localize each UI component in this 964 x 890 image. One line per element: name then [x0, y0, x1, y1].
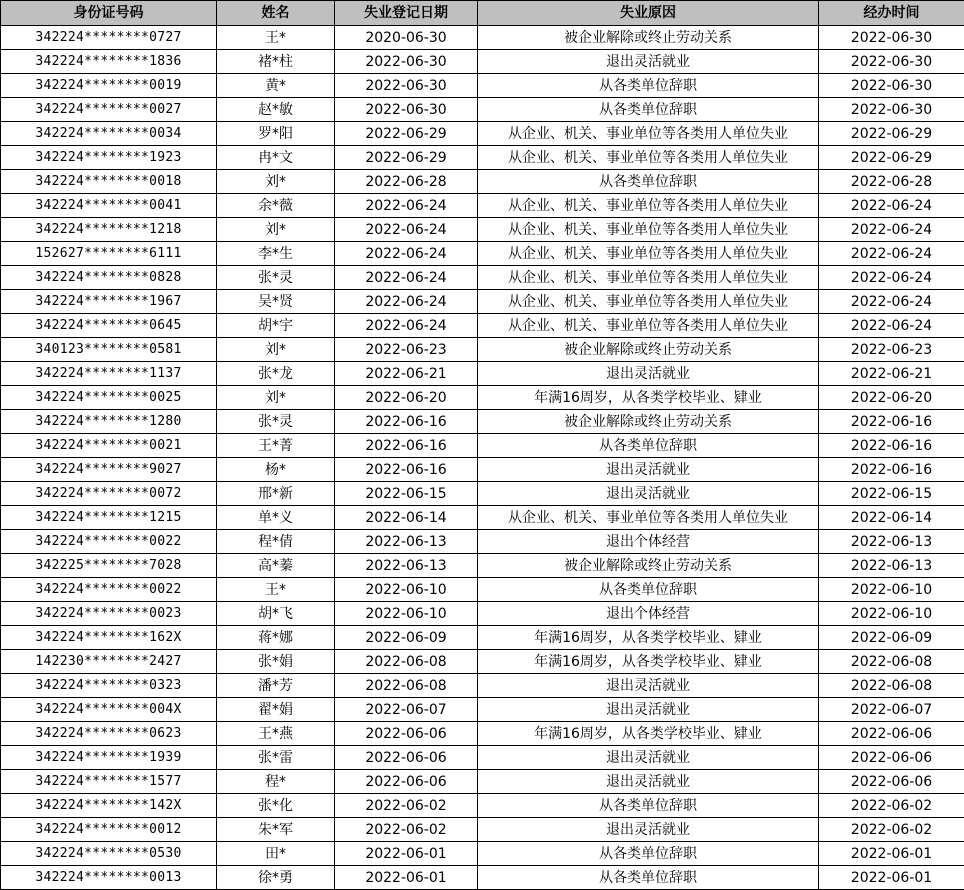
cell-unemployment-reason: 年满16周岁，从各类学校毕业、肄业 [478, 386, 819, 410]
cell-name: 黄* [217, 74, 335, 98]
cell-name: 潘*芳 [217, 674, 335, 698]
cell-handling-time: 2022-06-02 [819, 818, 964, 842]
cell-unemployment-reason: 退出灵活就业 [478, 770, 819, 794]
cell-name: 张*化 [217, 794, 335, 818]
table-row [1, 554, 964, 578]
cell-unemployment-reason: 退出灵活就业 [478, 698, 819, 722]
cell-handling-time: 2022-06-30 [819, 98, 964, 122]
table-row [1, 602, 964, 626]
cell-registration-date: 2022-06-30 [335, 50, 478, 74]
cell-name: 李*生 [217, 242, 335, 266]
cell-unemployment-reason: 退出灵活就业 [478, 818, 819, 842]
cell-name: 单*义 [217, 506, 335, 530]
cell-id-number: 152627********6111 [1, 242, 217, 266]
cell-handling-time: 2022-06-16 [819, 434, 964, 458]
cell-unemployment-reason: 被企业解除或终止劳动关系 [478, 410, 819, 434]
cell-unemployment-reason: 退出个体经营 [478, 602, 819, 626]
cell-registration-date: 2022-06-09 [335, 626, 478, 650]
table-row [1, 842, 964, 866]
cell-id-number: 342224********0019 [1, 74, 217, 98]
cell-name: 余*薇 [217, 194, 335, 218]
header-unemployment-reason: 失业原因 [478, 1, 819, 26]
cell-unemployment-reason: 被企业解除或终止劳动关系 [478, 26, 819, 50]
table-row [1, 194, 964, 218]
cell-handling-time: 2022-06-24 [819, 242, 964, 266]
table-row [1, 338, 964, 362]
table-row [1, 290, 964, 314]
cell-unemployment-reason: 从企业、机关、事业单位等各类用人单位失业 [478, 242, 819, 266]
cell-unemployment-reason: 退出灵活就业 [478, 458, 819, 482]
cell-id-number: 342224********0018 [1, 170, 217, 194]
cell-unemployment-reason: 从各类单位辞职 [478, 842, 819, 866]
cell-unemployment-reason: 从企业、机关、事业单位等各类用人单位失业 [478, 290, 819, 314]
cell-unemployment-reason: 从各类单位辞职 [478, 578, 819, 602]
cell-unemployment-reason: 退出个体经营 [478, 530, 819, 554]
cell-unemployment-reason: 从各类单位辞职 [478, 98, 819, 122]
cell-unemployment-reason: 从各类单位辞职 [478, 794, 819, 818]
cell-name: 褚*柱 [217, 50, 335, 74]
table-row [1, 746, 964, 770]
cell-id-number: 342224********0645 [1, 314, 217, 338]
cell-registration-date: 2022-06-13 [335, 530, 478, 554]
cell-unemployment-reason: 从企业、机关、事业单位等各类用人单位失业 [478, 194, 819, 218]
cell-id-number: 342224********1577 [1, 770, 217, 794]
cell-handling-time: 2022-06-06 [819, 770, 964, 794]
cell-unemployment-reason: 年满16周岁，从各类学校毕业、肄业 [478, 650, 819, 674]
cell-name: 王*燕 [217, 722, 335, 746]
cell-name: 徐*勇 [217, 866, 335, 890]
cell-handling-time: 2022-06-01 [819, 866, 964, 890]
cell-handling-time: 2022-06-28 [819, 170, 964, 194]
cell-registration-date: 2022-06-08 [335, 674, 478, 698]
cell-name: 王* [217, 578, 335, 602]
cell-registration-date: 2022-06-29 [335, 146, 478, 170]
cell-unemployment-reason: 从各类单位辞职 [478, 866, 819, 890]
cell-unemployment-reason: 年满16周岁，从各类学校毕业、肄业 [478, 626, 819, 650]
cell-registration-date: 2022-06-23 [335, 338, 478, 362]
cell-unemployment-reason: 退出灵活就业 [478, 362, 819, 386]
table-row [1, 794, 964, 818]
cell-handling-time: 2022-06-10 [819, 578, 964, 602]
cell-id-number: 342224********1939 [1, 746, 217, 770]
table-body [1, 26, 964, 890]
cell-id-number: 342224********0021 [1, 434, 217, 458]
table-row [1, 818, 964, 842]
cell-id-number: 342224********1137 [1, 362, 217, 386]
cell-registration-date: 2022-06-24 [335, 290, 478, 314]
cell-id-number: 342224********1215 [1, 506, 217, 530]
cell-id-number: 342224********004X [1, 698, 217, 722]
cell-name: 蒋*娜 [217, 626, 335, 650]
cell-registration-date: 2022-06-30 [335, 98, 478, 122]
cell-registration-date: 2022-06-08 [335, 650, 478, 674]
table-row [1, 434, 964, 458]
cell-name: 刘* [217, 218, 335, 242]
cell-name: 刘* [217, 170, 335, 194]
table-row [1, 266, 964, 290]
cell-id-number: 342224********0828 [1, 266, 217, 290]
cell-handling-time: 2022-06-24 [819, 314, 964, 338]
cell-id-number: 342224********0022 [1, 578, 217, 602]
cell-handling-time: 2022-06-24 [819, 266, 964, 290]
cell-name: 朱*军 [217, 818, 335, 842]
cell-name: 杨* [217, 458, 335, 482]
cell-unemployment-reason: 从各类单位辞职 [478, 434, 819, 458]
cell-handling-time: 2022-06-10 [819, 602, 964, 626]
cell-name: 程*倩 [217, 530, 335, 554]
cell-id-number: 342224********0323 [1, 674, 217, 698]
table-row [1, 362, 964, 386]
cell-registration-date: 2022-06-10 [335, 578, 478, 602]
cell-id-number: 340123********0581 [1, 338, 217, 362]
cell-id-number: 342225********7028 [1, 554, 217, 578]
header-row [1, 1, 964, 26]
cell-registration-date: 2022-06-13 [335, 554, 478, 578]
table-row [1, 218, 964, 242]
cell-id-number: 342224********1218 [1, 218, 217, 242]
table-row [1, 674, 964, 698]
cell-id-number: 342224********0025 [1, 386, 217, 410]
cell-name: 王* [217, 26, 335, 50]
cell-registration-date: 2022-06-16 [335, 434, 478, 458]
cell-id-number: 142230********2427 [1, 650, 217, 674]
cell-unemployment-reason: 退出灵活就业 [478, 674, 819, 698]
table-row [1, 98, 964, 122]
table-row [1, 170, 964, 194]
cell-name: 王*菁 [217, 434, 335, 458]
cell-name: 高*蓁 [217, 554, 335, 578]
cell-id-number: 342224********0034 [1, 122, 217, 146]
cell-registration-date: 2022-06-06 [335, 722, 478, 746]
cell-unemployment-reason: 从各类单位辞职 [478, 74, 819, 98]
cell-name: 张*龙 [217, 362, 335, 386]
cell-unemployment-reason: 退出灵活就业 [478, 482, 819, 506]
cell-handling-time: 2022-06-13 [819, 554, 964, 578]
table-row [1, 74, 964, 98]
cell-id-number: 342224********1280 [1, 410, 217, 434]
cell-handling-time: 2022-06-02 [819, 794, 964, 818]
table-row [1, 650, 964, 674]
table-row [1, 26, 964, 50]
cell-name: 张*娟 [217, 650, 335, 674]
cell-registration-date: 2020-06-30 [335, 26, 478, 50]
cell-name: 张*雷 [217, 746, 335, 770]
cell-name: 吴*贤 [217, 290, 335, 314]
cell-registration-date: 2022-06-16 [335, 410, 478, 434]
table-row [1, 530, 964, 554]
table-row [1, 770, 964, 794]
table-row [1, 578, 964, 602]
cell-name: 刘* [217, 338, 335, 362]
cell-handling-time: 2022-06-24 [819, 194, 964, 218]
cell-handling-time: 2022-06-16 [819, 458, 964, 482]
cell-id-number: 342224********0023 [1, 602, 217, 626]
cell-id-number: 342224********1967 [1, 290, 217, 314]
cell-id-number: 342224********162X [1, 626, 217, 650]
cell-handling-time: 2022-06-29 [819, 122, 964, 146]
cell-unemployment-reason: 从企业、机关、事业单位等各类用人单位失业 [478, 314, 819, 338]
cell-name: 冉*文 [217, 146, 335, 170]
cell-handling-time: 2022-06-30 [819, 50, 964, 74]
cell-name: 胡*飞 [217, 602, 335, 626]
table-row [1, 722, 964, 746]
cell-unemployment-reason: 退出灵活就业 [478, 50, 819, 74]
table-row [1, 698, 964, 722]
cell-name: 田* [217, 842, 335, 866]
cell-handling-time: 2022-06-09 [819, 626, 964, 650]
cell-unemployment-reason: 从各类单位辞职 [478, 170, 819, 194]
cell-registration-date: 2022-06-01 [335, 866, 478, 890]
cell-registration-date: 2022-06-02 [335, 794, 478, 818]
cell-registration-date: 2022-06-24 [335, 218, 478, 242]
cell-unemployment-reason: 被企业解除或终止劳动关系 [478, 554, 819, 578]
table-row [1, 242, 964, 266]
cell-id-number: 342224********1836 [1, 50, 217, 74]
cell-handling-time: 2022-06-23 [819, 338, 964, 362]
cell-registration-date: 2022-06-06 [335, 746, 478, 770]
cell-unemployment-reason: 退出灵活就业 [478, 746, 819, 770]
cell-name: 翟*娟 [217, 698, 335, 722]
cell-name: 赵*敏 [217, 98, 335, 122]
cell-handling-time: 2022-06-30 [819, 26, 964, 50]
cell-id-number: 342224********142X [1, 794, 217, 818]
cell-handling-time: 2022-06-30 [819, 74, 964, 98]
cell-handling-time: 2022-06-13 [819, 530, 964, 554]
cell-unemployment-reason: 从企业、机关、事业单位等各类用人单位失业 [478, 506, 819, 530]
cell-handling-time: 2022-06-21 [819, 362, 964, 386]
cell-id-number: 342224********0012 [1, 818, 217, 842]
cell-name: 程* [217, 770, 335, 794]
cell-unemployment-reason: 从企业、机关、事业单位等各类用人单位失业 [478, 122, 819, 146]
cell-id-number: 342224********0530 [1, 842, 217, 866]
header-handling-time: 经办时间 [819, 1, 964, 26]
cell-id-number: 342224********0027 [1, 98, 217, 122]
table-row [1, 506, 964, 530]
table-row [1, 50, 964, 74]
table-row [1, 866, 964, 890]
header-registration-date: 失业登记日期 [335, 1, 478, 26]
cell-registration-date: 2022-06-24 [335, 266, 478, 290]
cell-name: 邢*新 [217, 482, 335, 506]
cell-registration-date: 2022-06-10 [335, 602, 478, 626]
cell-registration-date: 2022-06-16 [335, 458, 478, 482]
cell-name: 刘* [217, 386, 335, 410]
table-row [1, 410, 964, 434]
cell-handling-time: 2022-06-08 [819, 650, 964, 674]
cell-handling-time: 2022-06-24 [819, 290, 964, 314]
cell-registration-date: 2022-06-30 [335, 74, 478, 98]
cell-name: 张*灵 [217, 410, 335, 434]
cell-id-number: 342224********1923 [1, 146, 217, 170]
cell-registration-date: 2022-06-29 [335, 122, 478, 146]
table-row [1, 626, 964, 650]
cell-handling-time: 2022-06-01 [819, 842, 964, 866]
cell-registration-date: 2022-06-02 [335, 818, 478, 842]
cell-registration-date: 2022-06-21 [335, 362, 478, 386]
header-id-number: 身份证号码 [1, 1, 217, 26]
table-row [1, 386, 964, 410]
cell-id-number: 342224********9027 [1, 458, 217, 482]
cell-name: 胡*宇 [217, 314, 335, 338]
cell-name: 罗*阳 [217, 122, 335, 146]
cell-unemployment-reason: 从企业、机关、事业单位等各类用人单位失业 [478, 266, 819, 290]
cell-handling-time: 2022-06-15 [819, 482, 964, 506]
cell-unemployment-reason: 从企业、机关、事业单位等各类用人单位失业 [478, 146, 819, 170]
cell-id-number: 342224********0041 [1, 194, 217, 218]
cell-registration-date: 2022-06-15 [335, 482, 478, 506]
table-row [1, 146, 964, 170]
table-row [1, 458, 964, 482]
cell-registration-date: 2022-06-20 [335, 386, 478, 410]
cell-unemployment-reason: 年满16周岁，从各类学校毕业、肄业 [478, 722, 819, 746]
cell-id-number: 342224********0727 [1, 26, 217, 50]
cell-handling-time: 2022-06-14 [819, 506, 964, 530]
cell-registration-date: 2022-06-07 [335, 698, 478, 722]
cell-handling-time: 2022-06-08 [819, 674, 964, 698]
cell-registration-date: 2022-06-14 [335, 506, 478, 530]
table-row [1, 482, 964, 506]
cell-registration-date: 2022-06-01 [335, 842, 478, 866]
cell-name: 张*灵 [217, 266, 335, 290]
cell-registration-date: 2022-06-24 [335, 314, 478, 338]
cell-id-number: 342224********0072 [1, 482, 217, 506]
table-row [1, 122, 964, 146]
cell-handling-time: 2022-06-06 [819, 722, 964, 746]
cell-handling-time: 2022-06-24 [819, 218, 964, 242]
cell-handling-time: 2022-06-16 [819, 410, 964, 434]
cell-unemployment-reason: 从企业、机关、事业单位等各类用人单位失业 [478, 218, 819, 242]
cell-handling-time: 2022-06-29 [819, 146, 964, 170]
cell-id-number: 342224********0013 [1, 866, 217, 890]
cell-id-number: 342224********0623 [1, 722, 217, 746]
cell-handling-time: 2022-06-20 [819, 386, 964, 410]
cell-registration-date: 2022-06-06 [335, 770, 478, 794]
cell-registration-date: 2022-06-24 [335, 242, 478, 266]
cell-registration-date: 2022-06-28 [335, 170, 478, 194]
header-name: 姓名 [217, 1, 335, 26]
cell-handling-time: 2022-06-07 [819, 698, 964, 722]
table-row [1, 314, 964, 338]
cell-handling-time: 2022-06-06 [819, 746, 964, 770]
cell-id-number: 342224********0022 [1, 530, 217, 554]
cell-registration-date: 2022-06-24 [335, 194, 478, 218]
cell-unemployment-reason: 被企业解除或终止劳动关系 [478, 338, 819, 362]
